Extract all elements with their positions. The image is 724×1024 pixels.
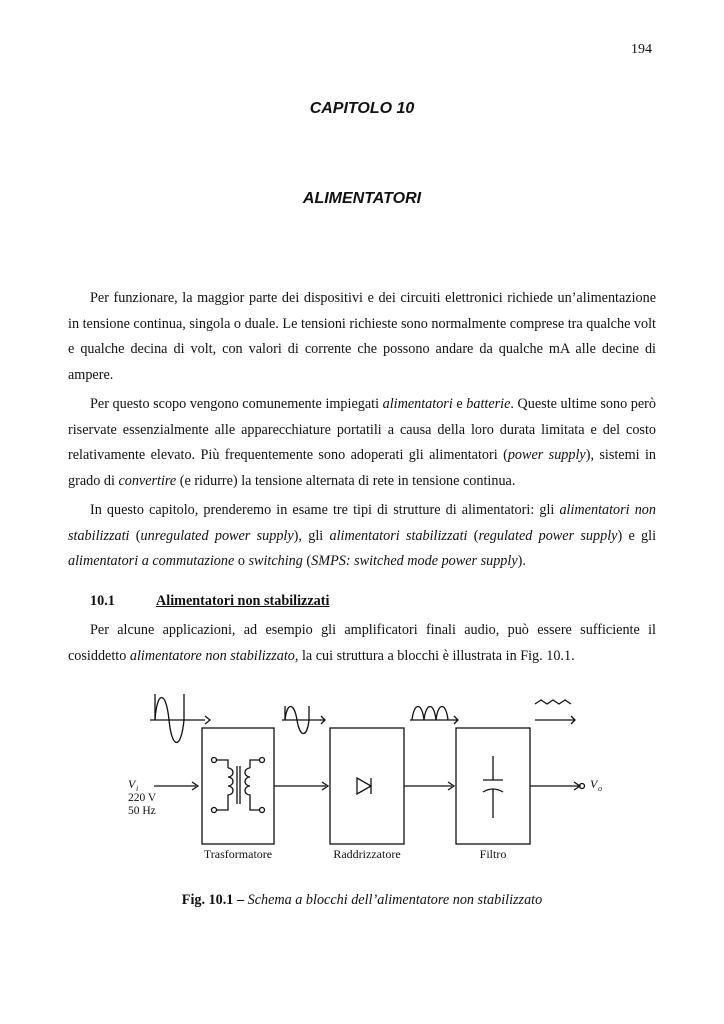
capacitor-symbol: [483, 756, 503, 818]
section-number: 10.1: [90, 593, 115, 609]
input-voltage-value: 220 V: [128, 792, 157, 804]
section-heading: [90, 593, 329, 610]
block-diagram: [110, 680, 610, 870]
input-voltage-subscript: i: [136, 784, 139, 793]
transformer-symbol: [212, 758, 265, 813]
section-title: Alimentatori non stabilizzati: [156, 593, 330, 609]
rectified-waveform: [410, 707, 458, 725]
caption-text: Schema a blocchi dell’alimentatore non stabilizzato: [244, 892, 543, 908]
diode-symbol: [357, 778, 371, 794]
intro-text: [68, 286, 656, 579]
transformer-block: [202, 728, 274, 844]
transformer-label: Trasformatore: [203, 847, 273, 861]
input-waveform: [150, 694, 210, 743]
caption-label: Fig. 10.1 –: [181, 892, 245, 908]
paragraph-1: Per funzionare, la maggior parte dei dispositivi e dei circuiti elettronici richiede un’alimentazione in tensione continua, singola o duale. Le tensioni richieste sono normalmente comprese tra qualche volt e qualche decina di volt, con valori di corrente che possono andare da qualche mA alle decine di ampere.: [68, 290, 656, 383]
filter-block: [456, 728, 530, 844]
paragraph-4: Per alcune applicazioni, ad esempio gli amplificatori finali audio, può essere sufficiente il cosiddetto alimentatore non stabilizzato, la cui struttura a blocchi è illustrata in Fig. 10.1.: [68, 622, 656, 664]
input-frequency: 50 Hz: [128, 805, 156, 817]
rectifier-block: [330, 728, 404, 844]
page-number: 194: [631, 42, 652, 57]
paragraph-2: Per questo scopo vengono comunemente impiegati alimentatori e batterie. Queste ultime sono però riservate essenzialmente alle apparecchiature portatili a causa della loro durata limitata e del costo relativamente elevato. Più frequentemente sono adoperati gli alimentatori (power supply), sistemi in grado di convertire (e ridurre) la tensione alternata di rete in tensione continua.: [68, 396, 657, 489]
chapter-heading: CAPITOLO 10: [309, 100, 415, 117]
chapter-title: ALIMENTATORI: [302, 190, 422, 207]
filtered-waveform: [535, 700, 575, 724]
output-voltage-symbol: V: [590, 777, 598, 791]
paragraph-3: In questo capitolo, prenderemo in esame tre tipi di strutture di alimentatori: gli alimentatori non stabilizzati (unregulated power supply), gli alimentatori stabilizzati (regulated power supply) e gli alimentatori a commutazione o switching (SMPS: switched mode power supply).: [68, 502, 657, 569]
figure-caption: [0, 892, 724, 909]
transformer-output-waveform: [282, 706, 325, 734]
section-body: [68, 618, 656, 673]
input-voltage-symbol: V: [128, 777, 136, 791]
output-voltage-subscript: o: [598, 784, 602, 793]
filter-label: Filtro: [479, 847, 507, 861]
rectifier-label: Raddrizzatore: [333, 847, 401, 861]
